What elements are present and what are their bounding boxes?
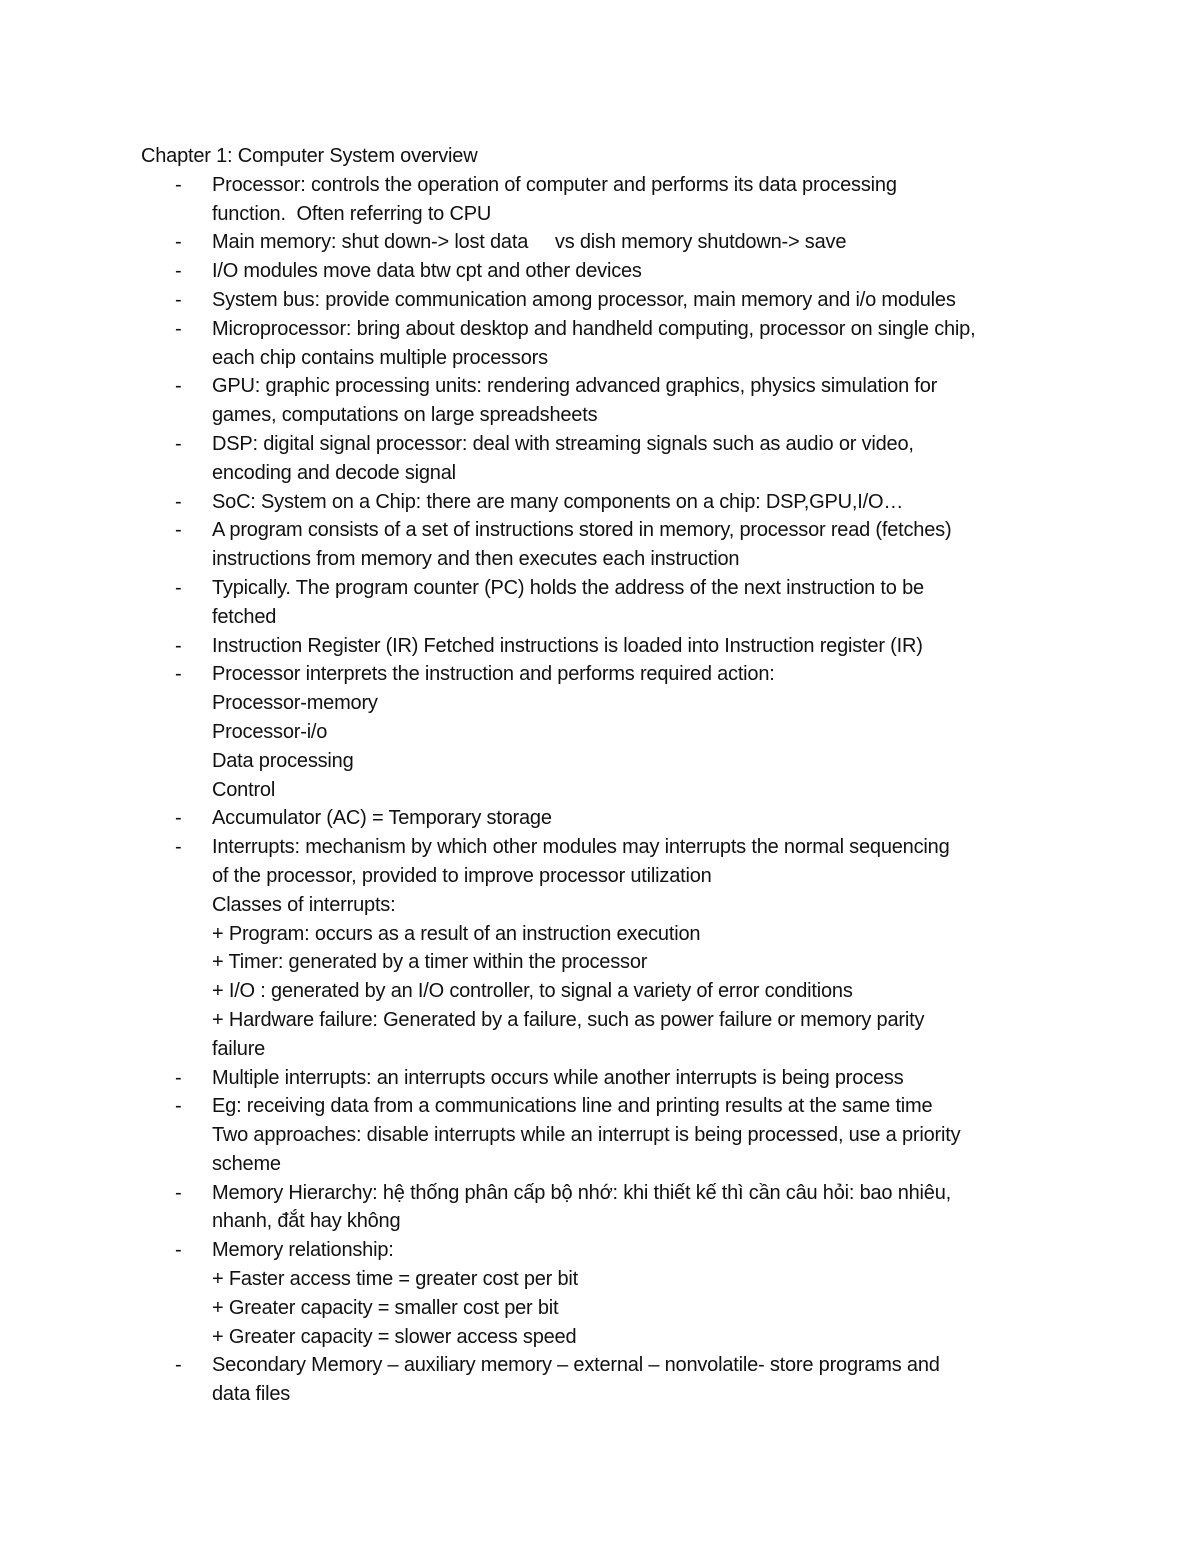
list-item-text-line: function. Often referring to CPU — [212, 202, 492, 225]
list-item — [141, 315, 1071, 373]
list-item-text-line: Processor: controls the operation of computer and performs its data processing — [212, 173, 897, 196]
list-item-text-line: Data processing — [212, 749, 354, 772]
list-item-text-line: GPU: graphic processing units: rendering advanced graphics, physics simulation for — [212, 375, 938, 398]
list-item-text-line: of the processor, provided to improve processor utilization — [212, 864, 712, 887]
bullet-dash: - — [175, 375, 182, 398]
list-item-text-line: Instruction Register (IR) Fetched instructions is loaded into Instruction register (IR) — [212, 634, 923, 657]
list-item-text-line: Processor-i/o — [212, 720, 328, 743]
bullet-dash: - — [175, 1066, 182, 1089]
list-item-text-line: Processor interprets the instruction and performs required action: — [212, 663, 775, 686]
list-item-text-line: Control — [212, 778, 276, 801]
list-item-text-line: Two approaches: disable interrupts while an interrupt is being processed, use a priority — [212, 1124, 961, 1147]
bullet-dash: - — [175, 1095, 182, 1118]
bullet-dash: - — [175, 1181, 182, 1204]
list-item-text-line: I/O modules move data btw cpt and other devices — [212, 260, 642, 283]
bullet-dash: - — [175, 288, 182, 311]
bullet-dash: - — [175, 231, 182, 254]
chapter-title: Chapter 1: Computer System overview — [141, 145, 478, 167]
list-item-text-line: Microprocessor: bring about desktop and handheld computing, processor on single chip, — [212, 317, 976, 340]
bullet-dash: - — [175, 634, 182, 657]
list-item-text-line: Secondary Memory – auxiliary memory – external – nonvolatile- store programs and — [212, 1354, 940, 1377]
list-item — [141, 516, 1071, 574]
list-item-text-line: SoC: System on a Chip: there are many components on a chip: DSP,GPU,I/O… — [212, 490, 904, 513]
list-item-text-line: Accumulator (AC) = Temporary storage — [212, 807, 552, 830]
list-item — [141, 1064, 1071, 1093]
list-item-text-line: Interrupts: mechanism by which other modules may interrupts the normal sequencing — [212, 836, 950, 859]
list-item — [141, 660, 1071, 804]
list-item — [141, 1236, 1071, 1351]
bullet-dash: - — [175, 260, 182, 283]
list-item — [141, 257, 1071, 286]
bullet-list — [141, 171, 1071, 1409]
bullet-dash: - — [175, 663, 182, 686]
list-item — [141, 1092, 1071, 1178]
list-item — [141, 286, 1071, 315]
bullet-dash: - — [175, 576, 182, 599]
list-item-text-line: encoding and decode signal — [212, 461, 456, 484]
bullet-dash: - — [175, 317, 182, 340]
list-item — [141, 1179, 1071, 1237]
document-content — [141, 142, 1071, 1409]
list-item — [141, 833, 1071, 1063]
list-item — [141, 171, 1071, 229]
list-item-text-line: Multiple interrupts: an interrupts occurs while another interrupts is being process — [212, 1066, 904, 1089]
bullet-dash: - — [175, 490, 182, 513]
list-item-text-line: DSP: digital signal processor: deal with streaming signals such as audio or video, — [212, 432, 914, 455]
bullet-dash: - — [175, 173, 182, 196]
list-item — [141, 372, 1071, 430]
list-item-text-line: + Hardware failure: Generated by a failure, such as power failure or memory parity — [212, 1008, 925, 1031]
list-item-text-line: scheme — [212, 1152, 281, 1175]
list-item-text-line: System bus: provide communication among processor, main memory and i/o modules — [212, 288, 956, 311]
list-item — [141, 804, 1071, 833]
list-item-text-line: fetched — [212, 605, 277, 628]
list-item — [141, 488, 1071, 517]
list-item — [141, 1351, 1071, 1409]
list-item — [141, 574, 1071, 632]
list-item-text-line: failure — [212, 1037, 266, 1060]
list-item-text-line: Classes of interrupts: — [212, 893, 396, 916]
list-item-text-line: nhanh, đắt hay không — [212, 1210, 401, 1233]
bullet-dash: - — [175, 807, 182, 830]
list-item-text-line: Memory Hierarchy: hệ thống phân cấp bộ nhớ: khi thiết kế thì cần câu hỏi: bao nhiêu, — [212, 1181, 951, 1204]
list-item-text-line: + I/O : generated by an I/O controller, to signal a variety of error conditions — [212, 980, 853, 1003]
list-item-text-line: data files — [212, 1383, 291, 1406]
list-item — [141, 228, 1071, 257]
list-item-text-line: instructions from memory and then executes each instruction — [212, 548, 740, 571]
list-item-text-line: + Program: occurs as a result of an instruction execution — [212, 922, 701, 945]
bullet-dash: - — [175, 432, 182, 455]
bullet-dash: - — [175, 1354, 182, 1377]
list-item-text-line: Typically. The program counter (PC) holds the address of the next instruction to be — [212, 576, 924, 599]
list-item-text-line: + Greater capacity = slower access speed — [212, 1325, 577, 1348]
bullet-dash: - — [175, 519, 182, 542]
bullet-dash: - — [175, 1239, 182, 1262]
list-item-text-line: + Greater capacity = smaller cost per bit — [212, 1296, 559, 1319]
list-item-text-line: A program consists of a set of instructions stored in memory, processor read (fetches) — [212, 519, 952, 542]
list-item-text-line: games, computations on large spreadsheets — [212, 404, 598, 427]
list-item-text-line: Eg: receiving data from a communications line and printing results at the same time — [212, 1095, 933, 1118]
list-item-text-line: + Timer: generated by a timer within the processor — [212, 951, 648, 974]
bullet-dash: - — [175, 836, 182, 859]
list-item — [141, 632, 1071, 661]
list-item-text-line: Processor-memory — [212, 692, 378, 715]
list-item — [141, 430, 1071, 488]
list-item-text-line: Memory relationship: — [212, 1239, 394, 1262]
list-item-text-line: each chip contains multiple processors — [212, 346, 548, 369]
list-item-text-line: + Faster access time = greater cost per bit — [212, 1268, 578, 1291]
list-item-text-line: Main memory: shut down-> lost data vs dish memory shutdown-> save — [212, 231, 847, 254]
